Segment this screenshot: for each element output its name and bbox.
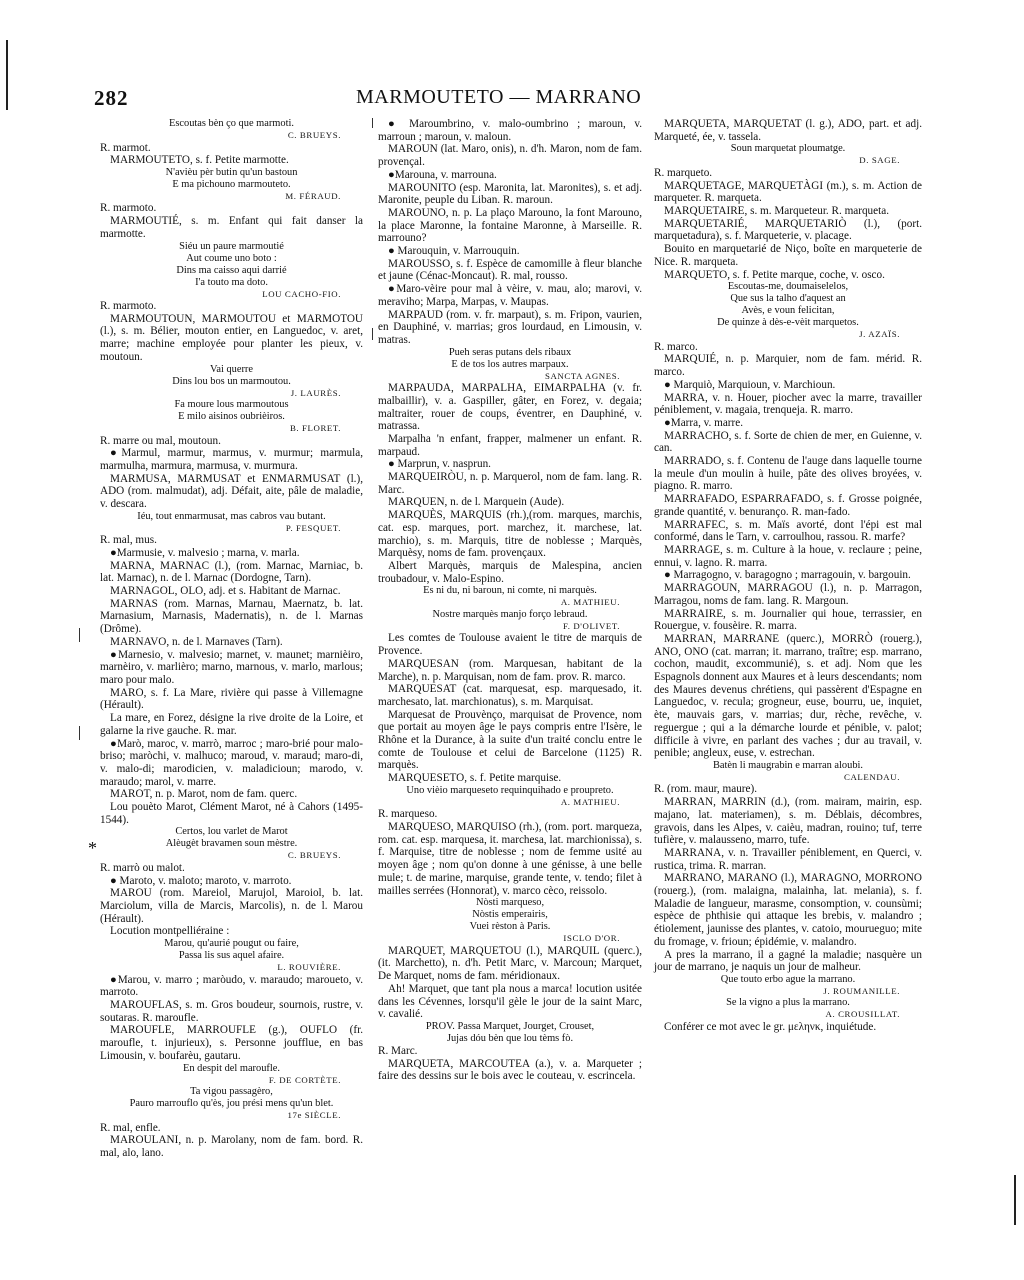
dictionary-entry: Locution montpelliéraine : xyxy=(110,925,230,938)
quotation-line: Vuei rèston à Paris. xyxy=(469,921,551,933)
dictionary-entry: MARRAN, MARRIN (d.), (rom. mairam, mairin, esp. majano, lat. materiamen), s. m. Déblais, décombres, gravois, dans les Alpes, v. caièu, madran, rouino; tuf, terre tufière, v. malausseno, marro, tufe. xyxy=(654,796,922,847)
dictionary-entry: MAROU (rom. Mareiol, Marujol, Maroiol, b. lat. Marciolum, villa de Marcis, Marcolis), n. de l. Marou (Hérault). xyxy=(100,887,363,925)
dictionary-entry: MARQUETO, s. f. Petite marque, coche, v. osco. xyxy=(664,268,885,281)
column-middle xyxy=(378,118,642,1083)
dictionary-entry: Les comtes de Toulouse avaient le titre de marquis de Provence. xyxy=(378,632,642,658)
dictionary-entry: MARNAS (rom. Marnas, Marnau, Maernatz, b. lat. Marnasium, Marnasis, Madernatis), n. de l. Marnas (Drôme). xyxy=(100,597,363,636)
etymology-reference: R. marmot. xyxy=(100,141,151,154)
dictionary-entry: MARRAN, MARRANE (querc.), MORRÒ (rouerg.), ANO, ONO (cat. marran; it. marrano, traître; esp. marrano, cochon, maudit, excommunié), s. et adj. Nom que les Espagnols donnent aux Maures et à leurs descendants; nom des Maures devenus chrétiens, qui passèrent d'Espagne en Languedoc, v. recula; grogneur, euse, bourru, ue, inquiet, ète, mauvais gars, v. marrias; dur, rèche, revêche, v. reguergue ; qui a la démarche lourde et pénible, v. palot; difficile à vivre, en parlant des vaches ; dur au travail, v. penible; angleux, euse, v. estrechan. xyxy=(654,632,922,760)
etymology-reference: R. marqueto. xyxy=(654,166,713,179)
dictionary-entry: MARPAUD (rom. v. fr. marpaut), s. m. Fripon, vaurien, en Dauphiné, v. marrias; gros lourdaud, en Limousin, v. matras. xyxy=(378,308,642,346)
column-rule xyxy=(372,118,373,128)
dictionary-entry: ●Marò, maroc, v. marrò, marroc ; maro-brié pour malo-briso; maròchi, v. malhuco; maroud, v. maraud; maro-di, v. malo-di; marodicien, v. maladicioun; marodo, v. maraudo; marol, v. marre. xyxy=(100,737,363,788)
quotation-line: Escoutas-me, doumaiselelos, xyxy=(727,281,849,293)
dictionary-entry: MAROT, n. p. Marot, nom de fam. querc. xyxy=(110,788,298,801)
quotation-line: Fa moure lous marmoutous xyxy=(174,399,289,411)
dictionary-entry: MARQUETA, MARQUETAT (l. g.), ADO, part. et adj. Marqueté, ée, v. tassela. xyxy=(654,118,922,143)
quotation-source: CALENDAU. xyxy=(844,771,900,782)
quotation-source: J. AZAÏS. xyxy=(859,329,900,340)
dictionary-entry: MARNAGOL, OLO, adj. et s. Habitant de Marnac. xyxy=(110,585,341,598)
quotation-line: Es ni du, ni baroun, ni comte, ni marquès. xyxy=(423,585,597,597)
quotation-source: ISCLO D'OR. xyxy=(563,933,620,944)
column-rule xyxy=(372,328,373,340)
dictionary-entry: MARRANO, MARANO (l.), MARAGNO, MORRONO (rouerg.), (rom. malaigna, malainha, lat. melania), s. f. Maladie de langueur, marasme, consomption, v. counsùmi; espèce de phthisie qui attaque les brebis, v. malandro ; étiolement, jaunisse des plantes, v. catoio, mourueguo; mite du fromage, v. frioun; épidémie, v. malandro. xyxy=(654,872,922,948)
dictionary-entry: ● Maroto, v. maloto; maroto, v. marroto. xyxy=(110,874,292,887)
quotation-source: B. FLORET. xyxy=(289,423,341,434)
dictionary-entry: MARRAGE, s. m. Culture à la houe, v. reclaure ; peine, ennui, v. lagno. R. marra. xyxy=(654,543,922,569)
dictionary-entry: MAROUFLAS, s. m. Gros boudeur, sournois, rustre, v. soutaras. R. maroufle. xyxy=(100,999,363,1024)
dictionary-entry: MAROULANI, n. p. Marolany, nom de fam. bord. R. mal, alo, lano. xyxy=(100,1134,363,1159)
dictionary-entry: MARPAUDA, MARPALHA, EIMARPALHA (v. fr. malbaillir), v. a. Gaspiller, gâter, en Forez, v. degaia; maltraiter, rouer de coups, éventrer, en Dauphiné, v. matrassa. xyxy=(378,382,642,433)
dictionary-entry: MARRA, v. n. Houer, piocher avec la marre, travailler péniblement, v. magaia, trenqueja. R. marro. xyxy=(654,391,922,417)
dictionary-entry: MARRAGOUN, MARRAGOU (l.), n. p. Marragon, Marragou, noms de fam. lang. R. Margoun. xyxy=(654,582,922,607)
quotation-line: Nostre marquès manjo forço lebraud. xyxy=(432,608,588,620)
quotation-source: L. ROUVIÈRE. xyxy=(277,962,341,973)
quotation-source: J. LAURÈS. xyxy=(290,387,341,398)
quotation-source: SANCTA AGNES. xyxy=(544,370,620,381)
margin-bar xyxy=(79,726,80,740)
etymology-reference: R. mal, mus. xyxy=(100,534,157,547)
dictionary-entry: MARO, s. f. La Mare, rivière qui passe à Villemagne (Hérault). xyxy=(100,686,363,712)
dictionary-entry: ●Marouna, v. marrouna. xyxy=(388,168,497,181)
quotation-line: Dins ma caisso aqui darrié xyxy=(176,264,287,276)
quotation-line: Vai querre xyxy=(210,363,253,375)
quotation-line: Escoutas bèn ço que marmoti. xyxy=(169,118,294,129)
quotation-line: Se la vigno a plus la marrano. xyxy=(726,997,850,1009)
quotation-source: A. CROUSILLAT. xyxy=(825,1009,900,1020)
dictionary-entry: ● Maroumbrino, v. malo-oumbrino ; maroun, v. marroun ; maroun, v. maloun. xyxy=(378,118,642,143)
quotation-line: Dins lou bos un marmoutou. xyxy=(172,375,291,387)
quotation-source: D. SAGE. xyxy=(859,155,900,166)
dictionary-entry: Albert Marquès, marquis de Malespina, ancien troubadour, v. Malo-Espino. xyxy=(378,560,642,585)
quotation-line: E ma pichouno marmouteto. xyxy=(172,178,291,190)
quotation-source: 17e SIÈCLE. xyxy=(287,1110,341,1121)
dictionary-entry: ● Marragogno, v. baragogno ; marragouin, v. bargouin. xyxy=(664,569,911,582)
dictionary-entry: MAROUFLE, MARROUFLE (g.), OUFLO (fr. maroufle, t. injurieux), s. Personne joufflue, en bas Limousin, v. boufarèu, gautaru. xyxy=(100,1024,363,1062)
etymology-reference: R. marmoto. xyxy=(100,300,157,313)
dictionary-entry: MARQUETAGE, MARQUETÀGI (m.), s. m. Action de marqueter. R. marqueta. xyxy=(654,179,922,205)
column-left xyxy=(100,118,363,1160)
margin-asterisk: * xyxy=(88,838,97,858)
quotation-line: Soun marquetat ploumatge. xyxy=(730,143,846,155)
dictionary-entry: MARRAIRE, s. m. Journalier qui houe, terrassier, en Rouergue, v. fousèire. R. marra. xyxy=(654,607,922,633)
quotation-source: M. FÉRAUD. xyxy=(285,190,341,201)
etymology-reference: R. mal, enfle. xyxy=(100,1121,161,1134)
quotation-line: Pauro marrouflo qu'ès, jou prési mens qu'un blet. xyxy=(129,1098,334,1110)
dictionary-entry: MARMOUTOUN, MARMOUTOU et MARMOTOU (l.), s. m. Bélier, mouton entier, en Languedoc, v. aret, marre; machine employée pour planter les pieux, v. moutoun. xyxy=(100,312,363,363)
dictionary-entry: Bouito en marquetarié de Niço, boîte en marqueterie de Nice. R. marqueta. xyxy=(654,243,922,268)
quotation-line: Siéu un paure marmoutié xyxy=(179,240,284,252)
etymology-reference: R. Marc. xyxy=(378,1044,418,1057)
dictionary-entry: ●Marou, v. marro ; maròudo, v. maraudo; maroueto, v. marroto. xyxy=(100,973,363,999)
quotation-line: PROV. Passa Marquet, Jourget, Crouset, xyxy=(425,1020,595,1032)
quotation-line: Batèn li maugrabin e marran aloubi. xyxy=(712,759,864,771)
dictionary-entry: Ah! Marquet, que tant pla nous a marca! locution usitée dans les Cévennes, lorsqu'il gèle le jour de la saint Marc, v. cavalié. xyxy=(378,982,642,1021)
dictionary-entry: MARQUEN, n. de l. Marquein (Aude). xyxy=(388,496,565,509)
quotation-source: C. BRUEYS. xyxy=(287,850,341,861)
dictionary-entry: ●Maro-vèire pour mal à vèire, v. mau, alo; marovi, v. meraviho; Marpa, Marpas, v. Maupas. xyxy=(378,283,642,308)
etymology-reference: R. (rom. maur, maure). xyxy=(654,783,758,796)
quotation-line: Nòsti marqueso, xyxy=(475,897,545,909)
dictionary-entry: MARQUET, MARQUETOU (l.), MARQUIL (querc.), (it. Marchetto), n. d'h. Petit Marc, v. Marcoun; Marquet, De Marquet, noms de fam. méridionaux. xyxy=(378,944,642,983)
quotation-source: F. D'OLIVET. xyxy=(562,620,620,631)
dictionary-entry: MARQUIÉ, n. p. Marquier, nom de fam. mérid. R. marco. xyxy=(654,353,922,379)
quotation-line: En despit del maroufle. xyxy=(183,1062,280,1074)
dictionary-entry: MARQUESETO, s. f. Petite marquise. xyxy=(388,772,562,785)
dictionary-entry: A pres la marrano, il a gagné la maladie; nasquère un jour de marrano, je naquis un jour de malheur. xyxy=(654,948,922,974)
dictionary-entry: MARRAFADO, ESPARRAFADO, s. f. Grosse poignée, grande quantité, v. benuranço. R. man-fado. xyxy=(654,493,922,518)
dictionary-entry: Marpalha 'n enfant, frapper, malmener un enfant. R. marpaud. xyxy=(378,432,642,458)
etymology-reference: R. marmoto. xyxy=(100,202,157,215)
dictionary-entry: ● Marouquin, v. Marrouquin. xyxy=(388,245,520,258)
quotation-line: De quinze à dès-e-vèit marquetos. xyxy=(717,317,859,329)
dictionary-entry: MARQUEIRÒU, n. p. Marquerol, nom de fam. lang. R. Marc. xyxy=(378,471,642,496)
dictionary-entry: MAROUN (lat. Maro, onis), n. d'h. Maron, nom de fam. provençal. xyxy=(378,143,642,169)
quotation-line: E de tos los autres marpaux. xyxy=(451,358,569,370)
dictionary-entry: MARQUETAIRE, s. m. Marqueteur. R. marqueta. xyxy=(664,205,889,218)
quotation-line: Passa lis sus aquel afaire. xyxy=(178,950,285,962)
dictionary-entry: MARQUETARIÉ, MARQUETARIÒ (l.), (port. marquetadura), s. f. Marqueterie, v. placage. xyxy=(654,217,922,243)
quotation-source: J. ROUMANILLE. xyxy=(823,985,900,996)
quotation-line: Que touto erbo ague la marrano. xyxy=(720,973,856,985)
quotation-line: E milo aisinos oubrièiros. xyxy=(178,411,285,423)
etymology-reference: R. marre ou mal, moutoun. xyxy=(100,434,221,447)
dictionary-entry: MAROUNO, n. p. La plaço Marouno, la font Marouno, la place Maronne, la fontaine Maronne, à Marseille. R. marrouno? xyxy=(378,206,642,245)
quotation-line: Ta vigou passagèro, xyxy=(190,1086,273,1098)
quotation-line: Marou, qu'aurié pougut ou faire, xyxy=(164,938,299,950)
quotation-source: A. MATHIEU. xyxy=(560,796,620,807)
dictionary-entry: MAROUNITO (esp. Maronita, lat. Maronites), s. et adj. Maronite, peuple du Liban. R. maroun. xyxy=(378,181,642,207)
dictionary-entry: MARRADO, s. f. Contenu de l'auge dans laquelle tourne la meule d'un moulin à huile, pâte des olives broyées, v. piagno. R. marro. xyxy=(654,455,922,493)
etymology-reference: R. marqueso. xyxy=(378,808,438,821)
dictionary-entry: ●Marmusie, v. malvesio ; marna, v. marla. xyxy=(110,546,300,559)
dictionary-entry: Conférer ce mot avec le gr. μεληνκ, inquiétude. xyxy=(664,1020,877,1033)
quotation-line: Nòstis emperairis, xyxy=(472,909,548,921)
dictionary-entry: MARRAFEC, s. m. Maïs avorté, dont l'épi est mal conformé, dans le Tarn, v. carroulhou, rassou. R. marfe? xyxy=(654,518,922,544)
dictionary-entry: MARMOUTIÉ, s. m. Enfant qui fait danser la marmotte. xyxy=(100,215,363,240)
dictionary-entry: MARNA, MARNAC (l.), (rom. Marnac, Marniac, b. lat. Marnac), n. de l. Marnac (Dordogne, Tarn). xyxy=(100,559,363,585)
quotation-source: F. DE CORTÈTE. xyxy=(268,1074,341,1085)
dictionary-entry: MARNAVO, n. de l. Marnaves (Tarn). xyxy=(110,635,283,648)
quotation-source: C. BRUEYS. xyxy=(287,130,341,140)
quotation-line: Iéu, tout enmarmusat, mas cabros vau butant. xyxy=(137,510,326,522)
dictionary-entry: MARQUÈS, MARQUIS (rh.),(rom. marques, marchis, cat. esp. marques, port. marchez, it. marchese, lat. marchio), s. m. Marquis, titre de noblesse ; Marquès, Marquèsy, noms de fam. provençaux. xyxy=(378,509,642,560)
running-head: MARMOUTETO — MARRANO xyxy=(356,86,642,108)
quotation-line: Alèugèt bravamen soun mèstre. xyxy=(165,838,298,850)
page-edge-line xyxy=(1014,1175,1016,1225)
dictionary-entry: MARQUETA, MARCOUTEA (a.), v. a. Marqueter ; faire des dessins sur le bois avec le couteau, v. escrincela. xyxy=(378,1057,642,1083)
dictionary-entry: MARQUESAN (rom. Marquesan, habitant de la Marche), n. p. Marquisan, nom de fam. prov. R. marco. xyxy=(378,657,642,683)
dictionary-entry: ●Marnesio, v. malvesio; marnet, v. maunet; marnièiro, marnèiro, v. marlièro; marno, marnous, v. marlo, marlous; maro pour malo. xyxy=(100,648,363,686)
margin-bar xyxy=(79,628,80,642)
dictionary-entry: MAROUSSO, s. f. Espèce de camomille à fleur blanche et jaune (Cénac-Moncaut). R. mal, rousso. xyxy=(378,257,642,283)
dictionary-entry: MARRACHO, s. f. Sorte de chien de mer, en Guienne, v. can. xyxy=(654,429,922,455)
dictionary-entry: ● Marprun, v. nasprun. xyxy=(388,458,491,471)
quotation-line: Avès, e voun felicitan, xyxy=(741,305,835,317)
dictionary-entry: MARMOUTETO, s. f. Petite marmotte. xyxy=(110,154,289,167)
quotation-source: LOU CACHO-FIO. xyxy=(262,288,341,299)
etymology-reference: R. marrò ou malot. xyxy=(100,861,185,874)
quotation-line: Uno vièio marqueseto requinquihado e proupreto. xyxy=(406,784,614,796)
dictionary-entry: La mare, en Forez, désigne la rive droite de la Loire, et galarne la rive gauche. R. mar. xyxy=(100,712,363,737)
quotation-source: A. MATHIEU. xyxy=(560,597,620,608)
quotation-line: Certos, lou varlet de Marot xyxy=(175,826,288,838)
quotation-line: N'avièu pèr butin qu'un bastoun xyxy=(165,166,298,178)
quotation-line: Aut coume uno boto : xyxy=(186,252,277,264)
dictionary-entry: MARMUSA, MARMUSAT et ENMARMUSAT (l.), ADO (rom. malmudat), adj. Défait, aite, pâle de maladie, v. descara. xyxy=(100,472,363,511)
dictionary-entry: MARQUESO, MARQUISO (rh.), (rom. port. marqueza, rom. cat. esp. marquesa, it. marchesa, lat. marchionissa), s. f. Marquise, titre de noblesse ; nom de femme usité au moyen âge ; nom qu'on donne à une génisse, à une belle mule; t. de marine, marquise, grande tente, v. tendo; filet à mailles serrées (Honnorat), v. marco cèco, reissolo. xyxy=(378,821,642,897)
dictionary-entry: ●Marra, v. marre. xyxy=(664,416,744,429)
page-number: 282 xyxy=(94,86,129,110)
quotation-line: Jujas dóu bèn que lou tèms fò. xyxy=(446,1032,574,1044)
dictionary-entry: MARQUESAT (cat. marquesat, esp. marquesado, it. marchesato, lat. marchionatus), s. m. Marquisat. xyxy=(378,683,642,708)
page-header xyxy=(0,86,1024,116)
quotation-source: P. FESQUET. xyxy=(285,522,341,533)
etymology-reference: R. marco. xyxy=(654,340,698,353)
dictionary-entry: Lou pouèto Marot, Clément Marot, né à Cahors (1495-1544). xyxy=(100,801,363,826)
quotation-line: I'a touto ma doto. xyxy=(195,276,268,288)
column-right xyxy=(654,118,922,1034)
dictionary-entry: ● Marquiò, Marquioun, v. Marchioun. xyxy=(664,378,836,391)
quotation-line: Pueh seras putans dels ribaux xyxy=(448,346,572,358)
dictionary-entry: MARRANA, v. n. Travailler péniblement, en Querci, v. rustica, trima. R. marran. xyxy=(654,846,922,872)
quotation-line: Que sus la talho d'aquest an xyxy=(730,293,846,305)
dictionary-entry: ●Marmul, marmur, marmus, v. murmur; marmula, marmulha, marmura, marmusa, v. murmura. xyxy=(100,447,363,472)
dictionary-entry: Marquesat de Prouvènço, marquisat de Provence, nom que portait au moyen âge le pays compris entre l'Isère, le Rhône et la Durance, à la suite d'un traité conclu entre le comte de Toulouse et celui de Barcelone (1125) R. marquès. xyxy=(378,708,642,772)
